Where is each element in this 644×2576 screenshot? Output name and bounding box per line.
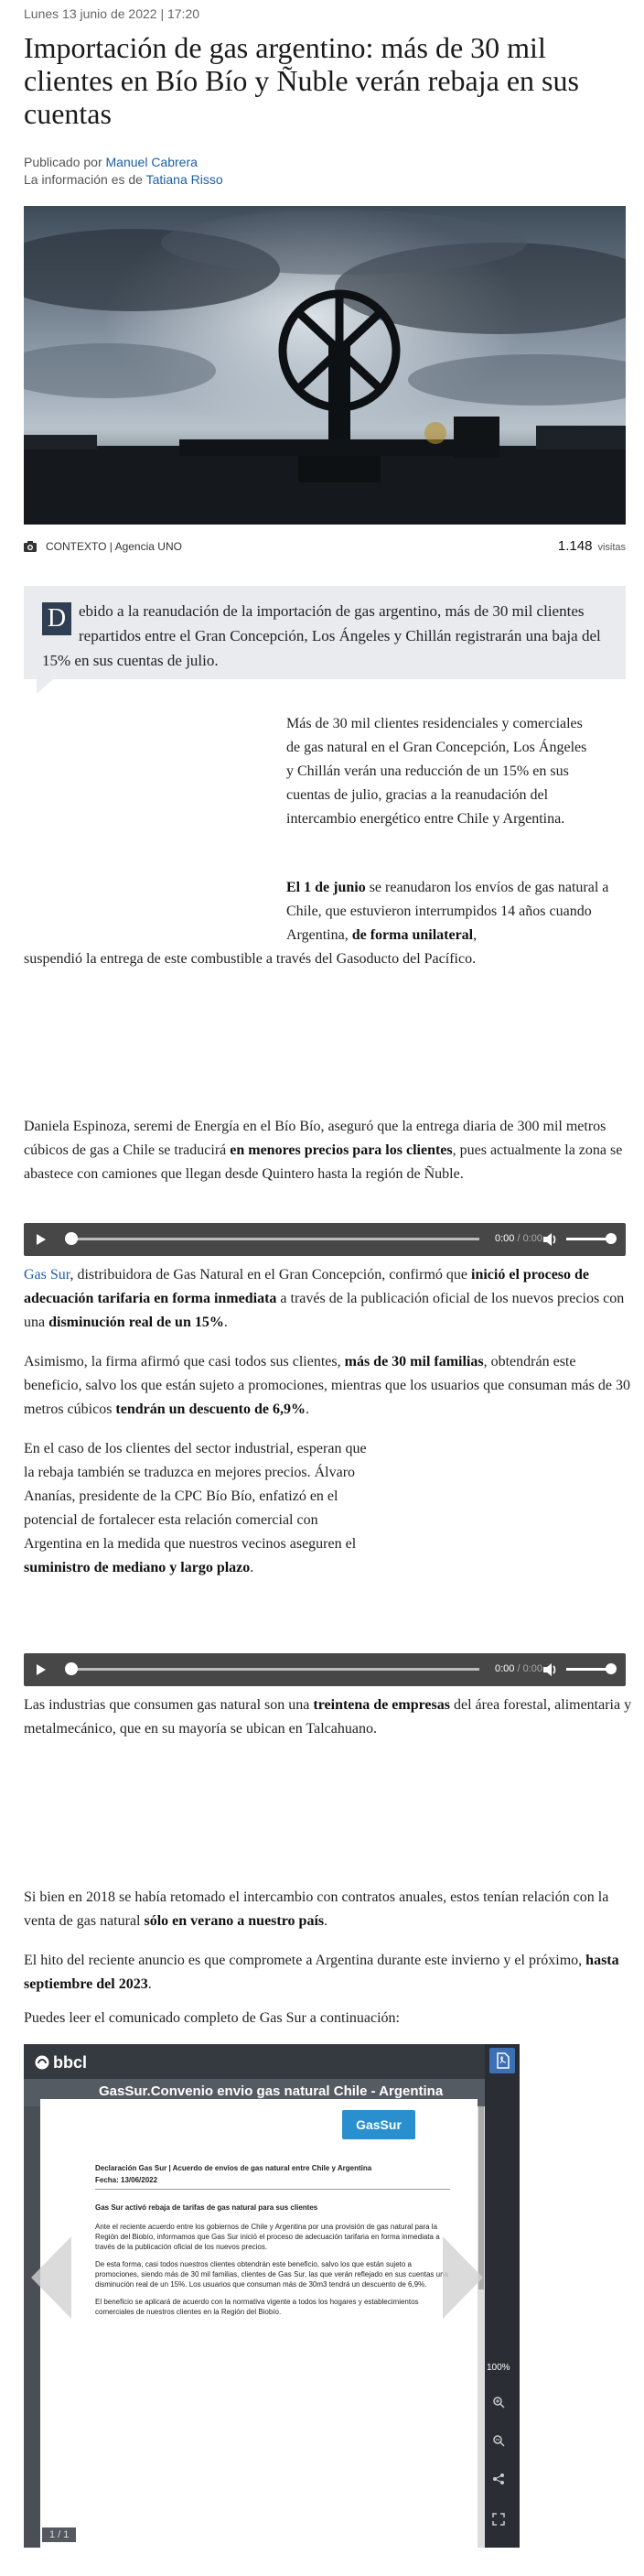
article-dateline: Lunes 13 junio de 2022 | 17:20 [24, 6, 200, 21]
p5-period: . [306, 1402, 309, 1417]
audio-player-2[interactable] [24, 1653, 626, 1686]
p6-text: En el caso de los clientes del sector industrial, esperan que la rebaja también se traduzca en mejores precios. Álvaro Ananías, presidente de la CPC Bío Bío, enfatizó en el potencial de fortalecer esta relación comercial con Argentina en la medida que nuestros vecinos aseguren el [24, 1441, 367, 1552]
p7-bold: treintena de empresas [313, 1697, 450, 1713]
audio-current-time: 0:00 [495, 1233, 515, 1244]
audio-duration: 0:00 [522, 1663, 543, 1674]
photo-credit: CONTEXTO | Agencia UNO [46, 540, 182, 553]
lead-callout-tail [37, 679, 53, 694]
p9-period: . [147, 1976, 152, 1992]
p2-comma: , [473, 927, 478, 943]
p9-bold: hasta septiembre del 2023 [24, 1953, 619, 1992]
info-prefix: La información es de [24, 172, 143, 187]
viewer-logo[interactable] [35, 2053, 87, 2073]
lead-dropcap: D [42, 602, 71, 635]
p4-text-2: a través de la publicación oficial de los nuevos precios con una [24, 1291, 625, 1330]
pdf-download-button[interactable] [489, 2048, 515, 2073]
lead-text: ebido a la reanudación de la importación de gas argentino, más de 30 mil clientes repartidos entre el Gran Concepción, Los Ángeles y Chillán registrarán una baja del 15% en sus cuentas de julio. [42, 602, 601, 669]
article-headline: Importación de gas argentino: más de 30 mil clientes en Bío Bío y Ñuble verán rebaja en sus cuentas [24, 31, 579, 130]
zoom-in-icon[interactable] [492, 2396, 505, 2408]
p2-bold-date: El 1 de junio [286, 880, 366, 895]
p2-bold-unilateral: de forma unilateral [351, 927, 474, 943]
hero-image [24, 206, 626, 525]
body-paragraph-9 [24, 1949, 633, 1997]
p4-bold-2: disminución real de un 15% [48, 1315, 224, 1330]
p7-text: Las industrias que consumen gas natural son una [24, 1697, 314, 1713]
volume-handle[interactable] [606, 1233, 617, 1244]
p8-bold: sólo en verano a nuestro país [144, 1913, 325, 1929]
p4-period: . [223, 1315, 228, 1330]
audio-time-separator: / [514, 1663, 523, 1674]
prev-page-arrow-icon[interactable] [31, 2236, 71, 2319]
byline [24, 154, 223, 189]
p2-text: se reanudaron los envíos de gas natural a Chile, que estuvieron interrumpidos 14 años cuando Argentina, [286, 880, 609, 943]
bbcl-logo-icon [35, 2055, 49, 2070]
p8-text: Si bien en 2018 se había retomado el intercambio con contratos anuales, estos tenían relación con la venta de gas natural [24, 1889, 609, 1929]
p5-bold-1: más de 30 mil familias [344, 1354, 484, 1369]
body-paragraph-1: Más de 30 mil clientes residenciales y comerciales de gas natural en el Gran Concepción, Los Ángeles y Chillán verán una reducción de un 15% en sus cuentas de julio, gracias a la reanudación del intercambio energético entre Chile y Argentina. [286, 716, 587, 827]
document-scrollbar[interactable] [478, 2106, 485, 2548]
body-paragraph-5 [24, 1350, 633, 1422]
gassur-logo: GasSur [342, 2110, 415, 2139]
audio-time-separator: / [514, 1233, 523, 1244]
volume-handle[interactable] [606, 1663, 617, 1674]
next-page-arrow-icon[interactable] [443, 2236, 483, 2319]
view-counter [558, 538, 626, 554]
view-count: 1.148 [557, 538, 593, 554]
p3-text: Daniela Espinoza, seremi de Energía en el Bío Bío, aseguró que la entrega diaria de 300 mil metros cúbicos de gas a Chile se traducirá [24, 1119, 606, 1158]
p4-bold-1: inició el proceso de adecuación tarifaria en forma inmediata [24, 1267, 590, 1306]
seek-handle[interactable] [65, 1232, 78, 1245]
audio-time [495, 1663, 542, 1674]
body-paragraph-2-cont: suspendió la entrega de este combustible a través del Gasoducto del Pacífico. [24, 951, 477, 967]
zoom-level: 100% [487, 2363, 510, 2373]
seek-bar[interactable] [77, 1668, 479, 1671]
audio-current-time: 0:00 [495, 1663, 515, 1674]
body-paragraph-2 [286, 876, 632, 947]
view-label: visitas [597, 542, 626, 553]
share-icon[interactable] [492, 2473, 505, 2485]
fullscreen-icon[interactable] [492, 2513, 505, 2526]
volume-icon[interactable] [542, 1232, 557, 1247]
body-paragraph-4 [24, 1263, 633, 1335]
seek-handle[interactable] [65, 1662, 78, 1675]
pdf-icon [489, 2048, 515, 2073]
body-paragraph-10: Puedes leer el comunicado completo de Gas Sur a continuación: [24, 2010, 400, 2026]
p3-text-end: , pues actualmente la zona se abastece con camiones que llegan desde Quintero hasta la región de Ñuble. [24, 1142, 623, 1182]
audio-player-1[interactable] [24, 1223, 626, 1256]
doc-subtitle: Gas Sur activó rebaja de tarifas de gas natural para sus clientes [95, 2203, 318, 2212]
p6-bold: suministro de mediano y largo plazo [24, 1560, 251, 1575]
photo-credit-bar [24, 540, 626, 557]
p4-text: , distribuidora de Gas Natural en el Gran Concepción, confirmó que [70, 1267, 471, 1283]
camera-icon [24, 541, 37, 552]
info-author-link[interactable]: Tatiana Risso [145, 172, 223, 187]
p7-text-2: del área forestal, alimentaria y metalmecánico, que en su mayoría se ubican en Talcahuano. [24, 1697, 632, 1737]
body-paragraph-6 [24, 1437, 370, 1580]
byline-author-line [24, 154, 223, 171]
document-viewer[interactable] [24, 2044, 520, 2548]
p5-text-2: , obtendrán este beneficio, salvo los que están sujeto a promociones, mientras que los usuarios que consuman más de 30 metros cúbicos [24, 1354, 630, 1417]
p3-bold: en menores precios para los clientes [230, 1142, 453, 1158]
gas-sur-link[interactable]: Gas Sur [24, 1267, 70, 1283]
audio-time [495, 1233, 542, 1244]
body-paragraph-7 [24, 1694, 633, 1741]
play-icon[interactable] [37, 1664, 46, 1675]
p9-text: El hito del reciente anuncio es que compromete a Argentina durante este invierno y el próximo, [24, 1953, 586, 1968]
author-link[interactable]: Manuel Cabrera [105, 155, 198, 169]
byline-info-line [24, 171, 223, 189]
doc-heading-1: Declaración Gas Sur | Acuerdo de envíos de gas natural entre Chile y Argentina [95, 2164, 372, 2172]
page-indicator: 1 / 1 [42, 2527, 76, 2542]
p8-period: . [324, 1913, 328, 1929]
doc-heading-2: Fecha: 13/06/2022 [95, 2175, 450, 2190]
article-lead [24, 586, 626, 679]
body-paragraph-8 [24, 1886, 633, 1933]
document-title: GasSur.Convenio envio gas natural Chile - Argentina [99, 2084, 444, 2099]
viewer-topbar [24, 2044, 520, 2081]
doc-paragraph-1: Ante el reciente acuerdo entre los gobiernos de Chile y Argentina por una provisión de gas natural para la Región del Biobío, informamos que Gas Sur inició el proceso de adecuación tarifaria en forma inmediata a través de la publicación oficial de los nuevos precios. [95, 2223, 440, 2251]
seek-bar[interactable] [77, 1238, 479, 1240]
audio-duration: 0:00 [522, 1233, 543, 1244]
zoom-out-icon[interactable] [492, 2434, 505, 2447]
viewer-logo-text: bbcl [53, 2053, 88, 2072]
p5-bold-2: tendrán un descuento de 6,9% [115, 1402, 306, 1417]
play-icon[interactable] [37, 1234, 46, 1245]
published-prefix: Publicado por [24, 155, 102, 169]
volume-icon[interactable] [542, 1662, 557, 1677]
hero-photo-gas-valve [24, 206, 626, 525]
p6-period: . [250, 1560, 254, 1575]
doc-paragraph-2: De esta forma, casi todos nuestros clientes obtendrán este beneficio, salvo los que están sujeto a promociones, siendo más de 30 mil familias, clientes de Gas Sur, las que verán reflejado en sus cuentas una disminución real de un 15%. Los usuarios que consuman más de 30m3 tendrá un descuento de 6,9%. [95, 2260, 448, 2289]
body-paragraph-3 [24, 1115, 633, 1186]
document-page [40, 2099, 478, 2548]
p5-text: Asimismo, la firma afirmó que casi todos sus clientes, [24, 1354, 345, 1369]
doc-paragraph-3: El beneficio se aplicará de acuerdo con la normativa vigente a todos los hogares y establecimientos comerciales de nuestros clientes en la Región del Biobío. [95, 2298, 419, 2316]
